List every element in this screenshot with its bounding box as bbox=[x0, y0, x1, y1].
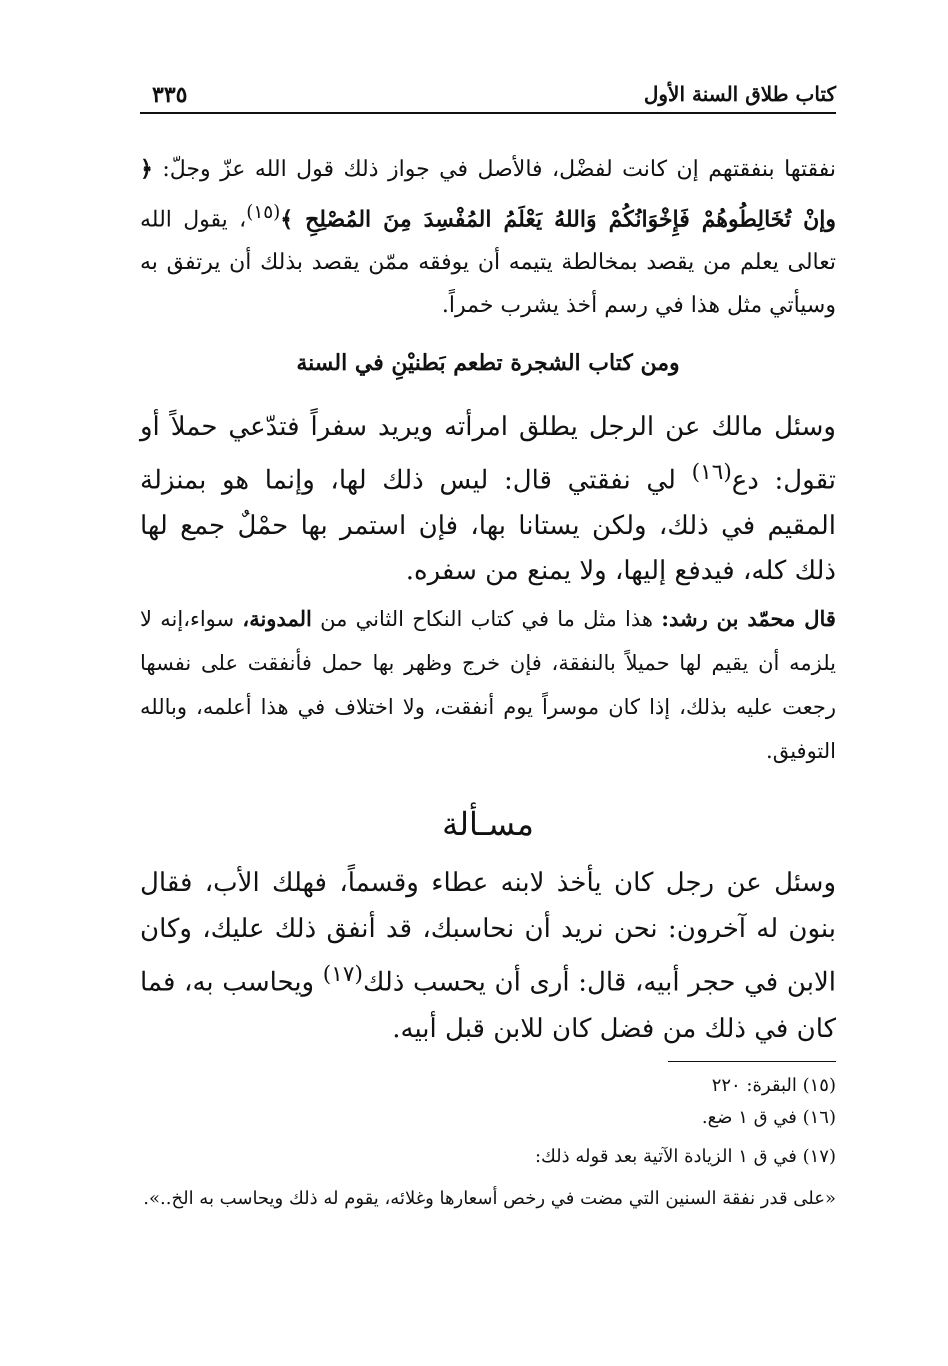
masala-heading: مسـألة bbox=[442, 805, 534, 843]
quran-verse: ﴿ وإنْ تُخَالِطُوهُمْ فَإِخْوَانُكُمْ وَاللهُ يَعْلَمُ المُفْسِدَ مِنَ المُصْلِحِ ﴾ bbox=[140, 156, 836, 233]
footnote-ref-15: (١٥) bbox=[246, 202, 281, 223]
paragraph-4 bbox=[140, 860, 836, 1052]
commentary-text-a: هذا مثل ما في كتاب النكاح الثاني من bbox=[311, 607, 662, 631]
footnote-17: (١٧) في ق ١ الزيادة الآتية بعد قوله ذلك: bbox=[534, 1146, 836, 1167]
footnote-ref-17: (١٧) bbox=[322, 962, 363, 987]
running-header bbox=[140, 82, 836, 112]
paragraph-2-text-a: وسئل مالك عن الرجل يطلق امرأته ويريد سفراً فتدّعي حملاً أو تقول: دع bbox=[140, 412, 837, 496]
commentary-paragraph bbox=[140, 597, 836, 773]
paragraph-1-intro: نفقتها بنفقتهم إن كانت لفضْل، فالأصل في جواز ذلك قول الله عزّ وجلّ: bbox=[162, 157, 837, 182]
paragraph-2-text-b: لي نفقتي قال: ليس ذلك لها، وإنما هو بمنزلة المقيم في ذلك، ولكن يستانا بها، فإن استمر بها حمْلٌ جمع لها ذلك كله، فيدفع إليها، ولا يمنع من سفره. bbox=[140, 465, 836, 586]
footnote-divider bbox=[668, 1061, 836, 1062]
header-divider bbox=[140, 112, 836, 114]
commentary-text-b: سواء،إنه لا يلزمه أن يقيم لها حميلاً بالنفقة، فإن خرج وظهر بها حمل فأنفقت على نفسها رجعت عليه بذلك، إذا كان موسراً يوم أنفقت، ولا اختلاف في هذا أعلمه، وبالله التوفيق. bbox=[140, 607, 836, 763]
paragraph-4-text-b: ويحاسب به، فما كان في ذلك من فضل كان للابن قبل أبيه. bbox=[140, 967, 836, 1044]
footnote-17-quote: «على قدر نفقة السنين التي مضت في رخص أسعارها وغلائه، يقوم له ذلك ويحاسب به الخ..». bbox=[143, 1188, 836, 1209]
chapter-title: كتاب طلاق السنة الأول bbox=[643, 82, 836, 106]
footnote-15: (١٥) البقرة: ٢٢٠ bbox=[711, 1075, 836, 1096]
section-subheading: ومن كتاب الشجرة تطعم بَطنيْنِ في السنة bbox=[296, 350, 680, 376]
commentary-author: قال محمّد بن رشد: bbox=[661, 606, 836, 631]
source-name: المدونة، bbox=[242, 606, 312, 631]
paragraph-1-rest: ، يقول الله تعالى يعلم من يقصد بمخالطة يتيمه أن يوفقه ممّن يقصد بذلك أن يرتفق به وسيأتي مثل هذا في رسم أخذ يشرب خمراً. bbox=[140, 207, 836, 319]
footnote-ref-16: (١٦) bbox=[691, 460, 732, 485]
paragraph-2 bbox=[140, 405, 836, 594]
paragraph-4-text-a: وسئل عن رجل كان يأخذ لابنه عطاء وقسماً، فهلك الأب، فقال بنون له آخرون: نحن نريد أن نحاسبك، قد أنفق ذلك عليك، وكان الابن في حجر أبيه، قال: أرى أن يحسب ذلك bbox=[140, 868, 836, 998]
page-number: ٣٣٥ bbox=[152, 82, 188, 108]
footnote-16: (١٦) في ق ١ ضع. bbox=[701, 1107, 836, 1128]
paragraph-1 bbox=[140, 148, 836, 327]
